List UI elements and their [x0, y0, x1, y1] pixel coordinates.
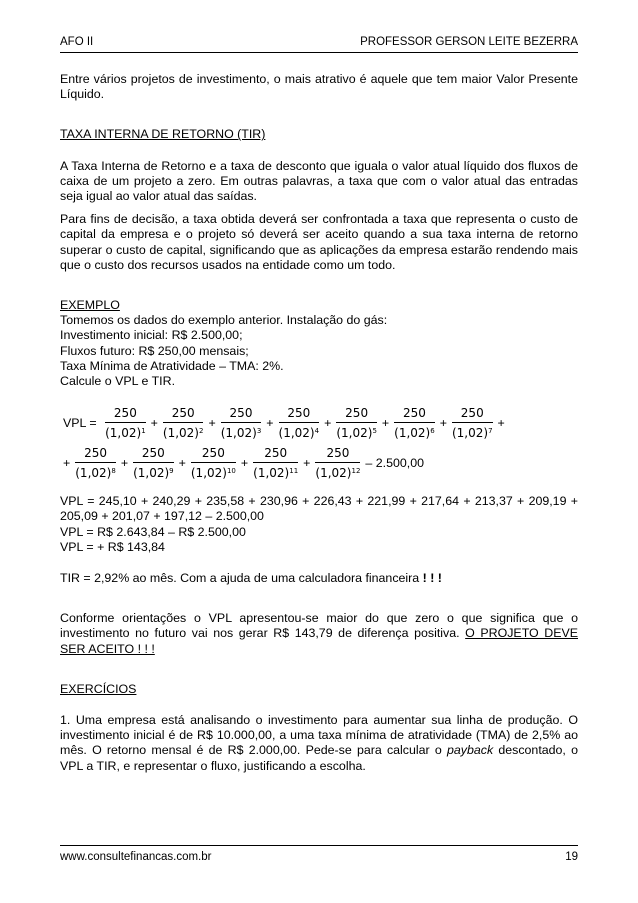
formula-fraction [279, 406, 320, 441]
tir-heading: TAXA INTERNA DE RETORNO (TIR) [60, 127, 266, 142]
fraction-denominator: $(1,02)^4$ [278, 426, 320, 441]
vpl-formula-row-1 [60, 406, 578, 446]
formula-fraction [163, 406, 204, 441]
formula-fraction [75, 446, 116, 481]
example-line: Tomemos os dados do exemplo anterior. Instalação do gás: [60, 313, 388, 328]
formula-fraction [394, 406, 435, 441]
exercises-heading: EXERCÍCIOS [60, 681, 137, 696]
fraction-numerator: 250 [221, 406, 262, 423]
formula-fraction [105, 406, 146, 441]
fraction-numerator: 250 [279, 406, 320, 423]
tir-result-emphasis: ! ! ! [422, 571, 442, 586]
formula-fraction [452, 406, 493, 441]
page-header [60, 34, 578, 53]
conclusion-text: Conforme orientações o VPL apresentou-se maior do que zero o que significa que o investimento no futuro vai nos gerar R$ 143,79 de diferença positiva. [60, 611, 578, 641]
fraction-numerator: 250 [336, 406, 377, 423]
fraction-exponent: 7 [488, 427, 493, 436]
fraction-denominator: $(1,02)^2$ [162, 426, 204, 441]
exercise-1-text-pre: 1. Uma empresa está analisando o investimento para aumentar sua linha de produção. O investimento inicial é de R$ 10.000,00, a uma taxa mínima de atratividade (TMA) de 2,5% ao mês. O retorno mensal é de R$ 2.000,00. Pede-se para calcular o [60, 713, 578, 758]
example-line: Calcule o VPL e TIR. [60, 374, 176, 389]
fraction-denominator: $(1,02)^1$ [105, 426, 146, 441]
fraction-denominator: $(1,02)^8$ [75, 466, 116, 481]
fraction-denominator: $(1,02)^{11}$ [253, 466, 299, 481]
header-author: PROFESSOR GERSON LEITE BEZERRA [360, 36, 578, 48]
example-line: Taxa Mínima de Atratividade – TMA: 2%. [60, 358, 284, 373]
fraction-exponent: 1 [141, 427, 146, 436]
tir-decision-paragraph: Para fins de decisão, a taxa obtida deverá ser confrontada a taxa que representa o custo de capital da empresa e o projeto só deverá ser aceito quando a sua taxa interna de retorno superar o custo de capital, significando que as aplicações da empresa estarão rendendo mais que o custo dos recursos usados na entidade como um todo. [60, 212, 578, 272]
fraction-numerator: 250 [191, 446, 236, 463]
fraction-denominator: $(1,02)^7$ [451, 426, 493, 441]
example-line: Investimento inicial: R$ 2.500,00; [60, 328, 243, 343]
formula-operator: + [178, 456, 186, 471]
vpl-result-line: VPL = 245,10 + 240,29 + 235,58 + 230,96 + 226,43 + 221,99 + 217,64 + 213,37 + 209,19 + 205,09 + 201,07 + 197,12 – 2.500,00 [60, 494, 578, 524]
conclusion-paragraph [60, 611, 578, 657]
formula-fraction [221, 406, 262, 441]
intro-paragraph: Entre vários projetos de investimento, o mais atrativo é aquele que tem maior Valor Presente Líquido. [60, 72, 578, 102]
fraction-numerator: 250 [394, 406, 435, 423]
formula-operator: + [303, 456, 311, 471]
page-content [60, 72, 578, 774]
fraction-numerator: 250 [253, 446, 298, 463]
exercise-1-paragraph [60, 713, 578, 774]
fraction-denominator: $(1,02)^6$ [394, 426, 435, 441]
tir-definition-paragraph: A Taxa Interna de Retorno e a taxa de desconto que iguala o valor atual líquido dos fluxos de caixa de um projeto a zero. Em outras palavras, a taxa que com o valor atual das entradas seja igual ao valor atual das saídas. [60, 158, 578, 204]
fraction-exponent: 9 [169, 467, 174, 476]
tir-result-line [60, 571, 578, 586]
formula-lhs: VPL = [63, 416, 97, 431]
fraction-denominator: $(1,02)^9$ [133, 466, 174, 481]
fraction-numerator: 250 [133, 446, 174, 463]
fraction-exponent: 10 [226, 467, 236, 476]
formula-operator: + [439, 416, 447, 431]
fraction-denominator: $(1,02)^5$ [336, 426, 377, 441]
fraction-numerator: 250 [105, 406, 146, 423]
page-number: 19 [565, 851, 578, 863]
fraction-exponent: 4 [314, 427, 320, 436]
fraction-denominator: $(1,02)^{10}$ [190, 466, 236, 481]
formula-tail: – 2.500,00 [365, 456, 424, 471]
fraction-numerator: 250 [75, 446, 116, 463]
formula-fraction [253, 446, 298, 481]
page-footer [60, 845, 578, 866]
vpl-formula-row-2 [60, 446, 578, 486]
formula-operator: + [120, 456, 129, 471]
header-course: AFO II [60, 36, 94, 48]
formula-operator: + [150, 416, 158, 431]
fraction-exponent: 3 [256, 427, 262, 436]
formula-operator: + [497, 416, 505, 431]
fraction-numerator: 250 [163, 406, 204, 423]
fraction-exponent: 6 [430, 427, 435, 436]
formula-fraction [336, 406, 377, 441]
formula-operator: + [208, 416, 216, 431]
formula-operator: + [324, 416, 332, 431]
vpl-result-line: VPL = R$ 2.643,84 – R$ 2.500,00 [60, 524, 246, 539]
formula-operator: + [240, 456, 249, 471]
fraction-numerator: 250 [315, 446, 360, 463]
fraction-numerator: 250 [452, 406, 493, 423]
example-line: Fluxos futuro: R$ 250,00 mensais; [60, 343, 249, 358]
fraction-exponent: 8 [111, 467, 116, 476]
fraction-exponent: 2 [199, 427, 204, 436]
formula-operator: + [381, 416, 390, 431]
fraction-exponent: 5 [372, 427, 377, 436]
exercise-1-payback: payback [446, 743, 494, 758]
conclusion-emphasis: O PROJETO DEVE SER ACEITO ! ! ! [60, 626, 578, 656]
tir-result-text: TIR = 2,92% ao mês. Com a ajuda de uma calculadora financeira [60, 571, 420, 586]
vpl-result-line: VPL = + R$ 143,84 [60, 539, 165, 554]
exercise-1-text-post: descontado, o VPL a TIR, e representar o fluxo, justificando a escolha. [60, 743, 578, 773]
example-heading: EXEMPLO [60, 298, 120, 313]
formula-fraction [315, 446, 360, 481]
formula-fraction [133, 446, 174, 481]
fraction-denominator: $(1,02)^{12}$ [315, 466, 361, 481]
formula-operator: + [266, 416, 274, 431]
fraction-exponent: 12 [351, 467, 361, 476]
footer-website: www.consultefinancas.com.br [60, 851, 212, 863]
formula-operator: + [63, 456, 71, 471]
fraction-exponent: 11 [289, 467, 299, 476]
fraction-denominator: $(1,02)^3$ [220, 426, 262, 441]
formula-fraction [191, 446, 236, 481]
